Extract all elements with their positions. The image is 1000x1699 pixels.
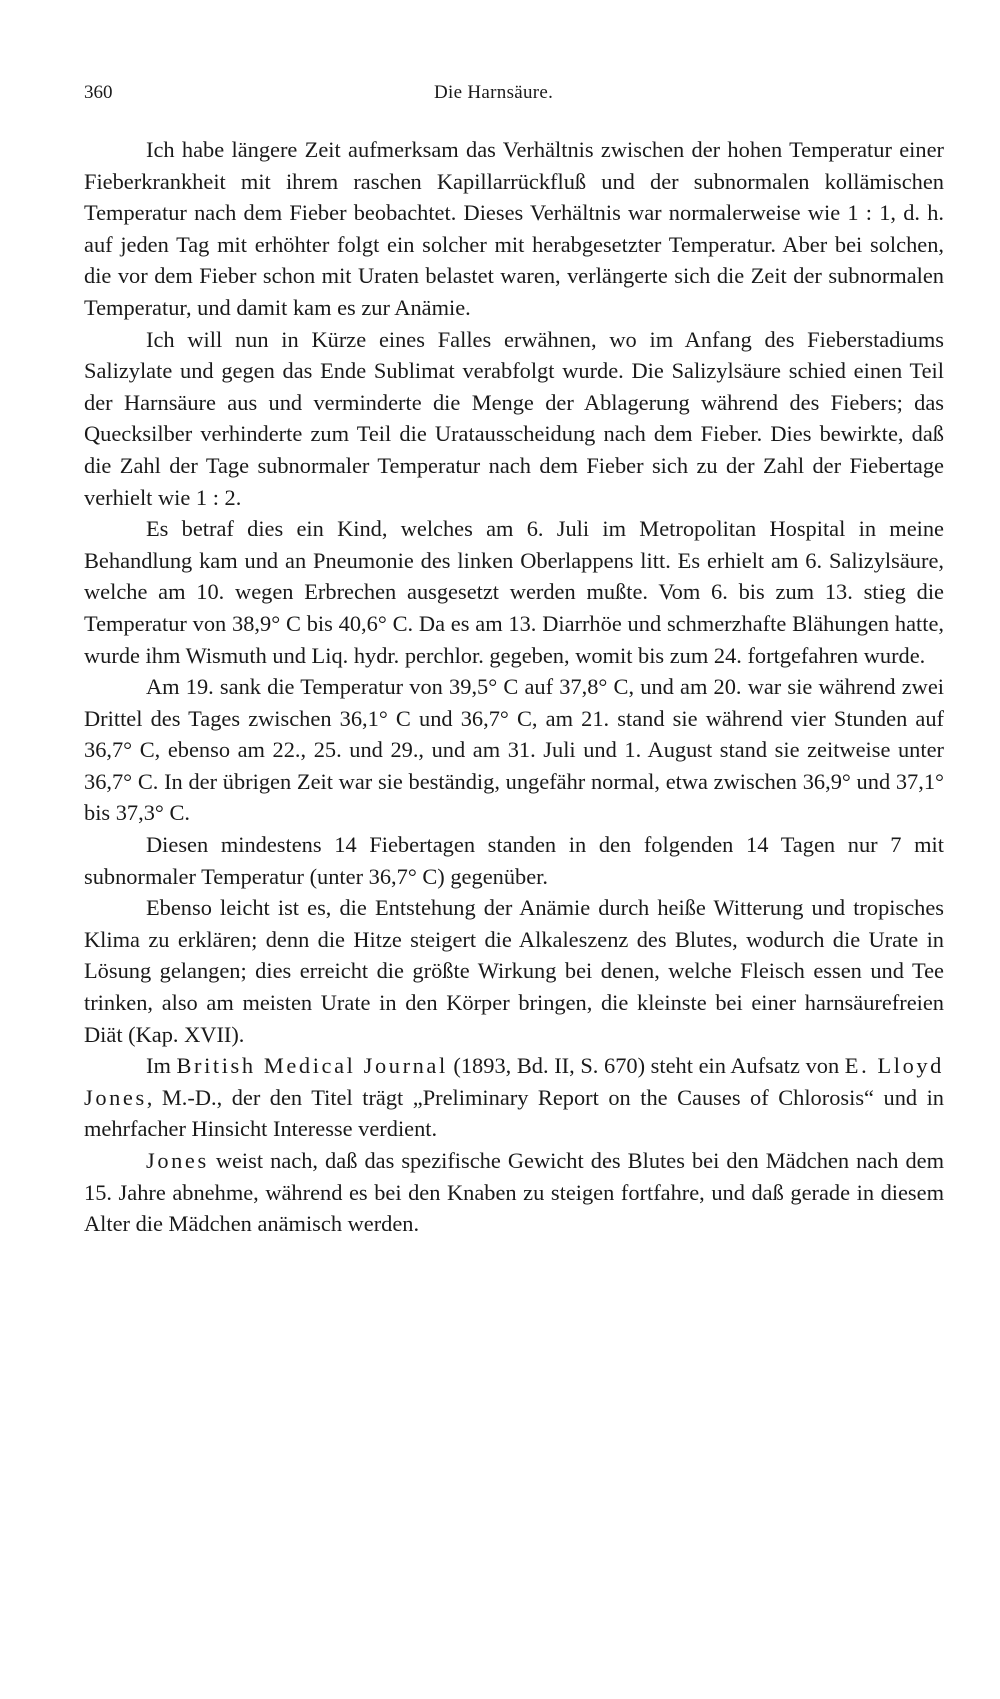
- paragraph-2: Ich will nun in Kürze eines Falles erwähnen, wo im Anfang des Fieberstadiums Salizylate und gegen das Ende Sublimat verabfolgt wurde. Die Salizylsäure schied einen Teil der Harnsäure aus und verminderte die Menge der Ablagerung während des Fiebers; das Quecksilber verhinderte zum Teil die Uratausscheidung nach dem Fieber. Dies bewirkte, daß die Zahl der Tage subnormaler Temperatur nach dem Fieber sich zu der Zahl der Fiebertage verhielt wie 1 : 2.: [84, 326, 944, 510]
- author-name: E. Lloyd Jones: [84, 1053, 944, 1110]
- author-surname: Jones: [146, 1148, 209, 1173]
- paragraph-8-after: weist nach, daß das spezifische Gewicht des Blutes bei den Mädchen nach dem 15. Jahre abnehme, während es bei den Knaben zu steigen fortfahre, und daß gerade in diesem Alter die Mädchen anämisch werden.: [84, 1148, 944, 1237]
- journal-name: British Medical Journal: [176, 1053, 448, 1079]
- paragraph-3: Es betraf dies ein Kind, welches am 6. Juli im Metropolitan Hospital in meine Behandlung kam und an Pneumonie des linken Oberlappens litt. Es erhielt am 6. Salizylsäure, welche am 10. wegen Erbrechen ausgesetzt werden mußte. Vom 6. bis zum 13. stieg die Temperatur von 38,9° C bis 40,6° C. Da es am 13. Diarrhöe und schmerzhafte Blähungen hatte, wurde ihm Wismuth und Liq. hydr. perchlor. gegeben, womit bis zum 24. fortgefahren wurde.: [84, 516, 944, 668]
- paragraph-1: Ich habe längere Zeit aufmerksam das Verhältnis zwischen der hohen Temperatur einer Fieberkrankheit mit ihrem raschen Kapillarrückfluß und der subnormalen kollämischen Temperatur nach dem Fieber beobachtet. Dieses Verhältnis war normalerweise wie 1 : 1, d. h. auf jeden Tag mit erhöhter folgt ein solcher mit herabgesetzter Temperatur. Aber bei solchen, die vor dem Fieber schon mit Uraten belastet waren, verlängerte sich die Zeit der subnormalen Temperatur, und damit kam es zur Anämie.: [84, 137, 944, 320]
- running-title: Die Harnsäure.: [434, 82, 554, 103]
- paragraph-7: [84, 1050, 944, 1145]
- page-header: [84, 82, 944, 112]
- paragraph-5: Diesen mindestens 14 Fiebertagen standen in den folgenden 14 Tagen nur 7 mit subnormaler Temperatur (unter 36,7° C) gegenüber.: [84, 832, 944, 889]
- paragraph-8: [84, 1145, 944, 1240]
- body-text: [84, 134, 944, 1240]
- page-number: 360: [84, 82, 113, 103]
- paragraph-7-after: , M.-D., der den Titel trägt „Preliminary Report on the Causes of Chlorosis“ und in mehrfacher Hinsicht Interesse verdient.: [84, 1084, 944, 1142]
- paragraph-7-middle: (1893, Bd. II, S. 670) steht ein Aufsatz von: [447, 1053, 845, 1079]
- paragraph-7-before: Im: [146, 1053, 177, 1079]
- paragraph-6: Ebenso leicht ist es, die Entstehung der Anämie durch heiße Witterung und tropisches Klima zu erklären; denn die Hitze steigert die Alkaleszenz des Blutes, wodurch die Urate in Lösung gelangen; dies erreicht die größte Wirkung bei denen, welche Fleisch essen und Tee trinken, also am meisten Urate in den Körper bringen, die kleinste bei einer harnsäurefreien Diät (Kap. XVII).: [84, 895, 944, 1047]
- paragraph-4: Am 19. sank die Temperatur von 39,5° C auf 37,8° C, und am 20. war sie während zwei Drittel des Tages zwischen 36,1° C und 36,7° C, am 21. stand sie während vier Stunden auf 36,7° C, ebenso am 22., 25. und 29., und am 31. Juli und 1. August stand sie zeitweise unter 36,7° C. In der übrigen Zeit war sie beständig, ungefähr normal, etwa zwischen 36,9° und 37,1° bis 37,3° C.: [84, 674, 944, 826]
